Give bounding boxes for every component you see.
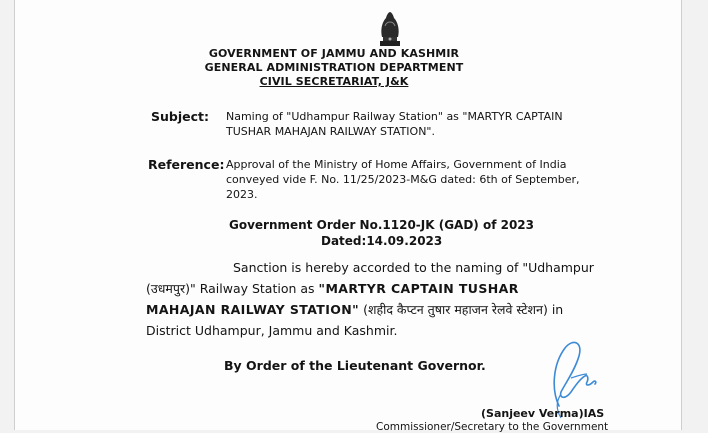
subject-line-2: TUSHAR MAHAJAN RAILWAY STATION". [226,125,435,138]
body-line-1: Sanction is hereby accorded to the naming of "Udhampur [233,260,594,275]
reference-line-3: 2023. [226,188,258,201]
subject-line-1: Naming of "Udhampur Railway Station" as "MARTYR CAPTAIN [226,110,563,123]
subject-label: Subject: [151,109,209,124]
document-page [14,0,682,433]
order-date: Dated:14.09.2023 [321,234,443,248]
national-emblem-icon [371,8,409,48]
signatory-name: (Sanjeev Verma)IAS [481,407,605,420]
by-order-line: By Order of the Lieutenant Governor. [224,358,486,373]
header-government: GOVERNMENT OF JAMMU AND KASHMIR [208,47,460,60]
order-number: Government Order No.1120-JK (GAD) of 2023 [229,218,535,232]
body-line-2: (उधमपुर)" Railway Station as "MARTYR CAPTAIN TUSHAR [146,281,519,296]
header-secretariat: CIVIL SECRETARIAT, J&K [259,75,409,88]
body-line-4: District Udhampur, Jammu and Kashmir. [146,323,398,338]
reference-line-1: Approval of the Ministry of Home Affairs, Government of India [226,158,567,171]
reference-line-2: conveyed vide F. No. 11/25/2023-M&G dated: 6th of September, [226,173,580,186]
header-department: GENERAL ADMINISTRATION DEPARTMENT [204,61,464,74]
signatory-designation: Commissioner/Secretary to the Government [376,421,609,433]
reference-label: Reference: [148,157,225,172]
body-line-3: MAHAJAN RAILWAY STATION" (शहीद कैप्टन तुषार महाजन रेलवे स्टेशन) in [146,302,564,317]
